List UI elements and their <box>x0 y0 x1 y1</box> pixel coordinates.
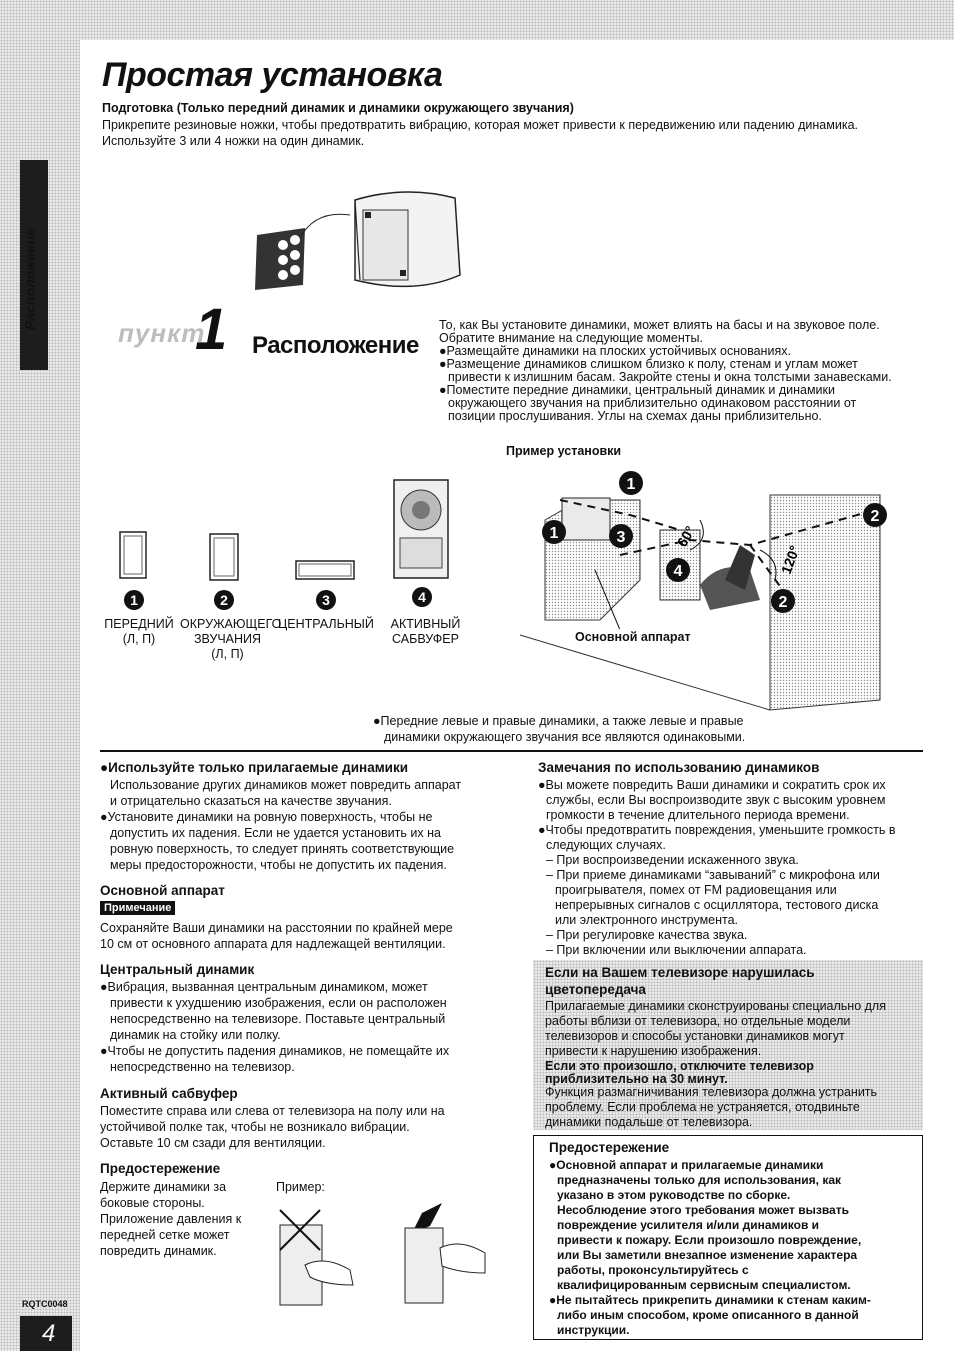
usage-note-3: громкости в течение длительного периода времени. <box>546 808 850 822</box>
right-caution-11: либо иным способом, кроме описанного в данной <box>557 1308 859 1322</box>
center-text-4: динамик на стойку или полку. <box>110 1028 281 1042</box>
top-pattern-band <box>0 0 954 40</box>
wrong-handling-illustration <box>275 1205 365 1310</box>
diagram-marker-1-front-right-label: 1 <box>626 476 636 493</box>
center-text-2: привести к ухудшению изображения, если он расположен <box>110 996 447 1010</box>
right-caution-9: квалифицированным сервисным специалистом. <box>557 1278 851 1292</box>
usage-note-4: ●Чтобы предотвратить повреждения, уменьшите громкость в <box>538 823 896 837</box>
right-caution-8: работы, проконсультируйтесь с <box>557 1263 749 1277</box>
prep-text-2: Используйте 3 или 4 ножки на один динамик. <box>102 134 365 148</box>
side-tab-label: Расположение <box>22 228 38 330</box>
step-label: пункт <box>118 318 206 348</box>
diagram-marker-1-front-left-label: 1 <box>549 525 559 542</box>
prep-heading: Подготовка (Только передний динамик и динамики окружающего звучания) <box>102 101 574 115</box>
install-text-3: ровную поверхность, то следует принять соответствующие <box>110 842 455 856</box>
center-text-3: непосредственно на телевизоре. Поставьте центральный <box>110 1012 446 1026</box>
left-caution-heading: Предостережение <box>100 1161 221 1176</box>
center-text-5: ●Чтобы не допустить падения динамиков, не помещайте их <box>100 1044 450 1058</box>
right-caution-4: Несоблюдение этого требования может вызвать <box>557 1203 849 1217</box>
rubber-feet-illustration <box>255 180 470 300</box>
speaker-label-line: ЗВУЧАНИЯ <box>193 632 262 646</box>
main-unit-heading: Основной аппарат <box>100 883 225 898</box>
usage-note-11: – При регулировке качества звука. <box>546 928 748 942</box>
install-text-1: ●Установите динамики на ровную поверхность, чтобы не <box>100 810 433 824</box>
center-speaker-icon <box>295 560 355 582</box>
right-caution-heading: Предостережение <box>549 1140 670 1155</box>
speaker-number-1: 1 <box>124 590 144 610</box>
document-code: RQTC0048 <box>22 1299 68 1309</box>
usage-note-1: ●Вы можете повредить Ваши динамики и сократить срок их <box>538 778 886 792</box>
usage-note-7: – При приеме динамиками “завываний” с микрофона или <box>546 868 880 882</box>
left-caution-text-5: повредить динамик. <box>100 1244 217 1258</box>
right-caution-12: инструкции. <box>557 1323 630 1337</box>
usage-note-8: проигрывателя, помех от FM радиовещания или <box>555 883 837 897</box>
install-text-4: меры предосторожности, чтобы не допустить их падения. <box>110 858 447 872</box>
page-number: 4 <box>20 1316 72 1351</box>
center-text-1: ●Вибрация, вызванная центральным динамиком, может <box>100 980 428 994</box>
note-label: Примечание <box>100 901 175 915</box>
subwoofer-text-2: устойчивой полке так, чтобы не возникало вибрации. <box>100 1120 410 1134</box>
right-caution-5: повреждение усилителя и/или динамиков и <box>557 1218 820 1232</box>
step-intro-2: Обратите внимание на следующие моменты. <box>439 331 703 345</box>
tv-text-4: привести к нарушению изображения. <box>545 1044 762 1058</box>
diagram-title: Пример установки <box>506 444 622 458</box>
diagram-note-2: динамики окружающего звучания все являются одинаковыми. <box>384 730 746 744</box>
step-bullet-3a: ●Поместите передние динамики, центральный динамик и динамики <box>439 383 835 397</box>
step-bullet-3c: позиции прослушивания. Углы на схемах даны приблизительно. <box>448 409 822 423</box>
right-caution-10: ●Не пытайтесь прикрепить динамики к стенам каким- <box>549 1293 871 1307</box>
diagram-marker-2-right-label: 2 <box>870 508 880 525</box>
usage-notes-heading: Замечания по использованию динамиков <box>538 760 820 775</box>
left-caution-text-1: Держите динамики за <box>100 1180 227 1194</box>
left-caution-text-2: боковые стороны. <box>100 1196 205 1210</box>
angle-60-label: 60° <box>673 523 699 550</box>
step-number: 1 <box>195 297 228 362</box>
diagram-main-unit-label: Основной аппарат <box>575 630 691 644</box>
page-title: Простая установка <box>102 56 443 94</box>
tv-text-1: Прилагаемые динамики сконструированы специально для <box>545 999 886 1013</box>
step-bullet-1: ●Размещайте динамики на плоских устойчивых основаниях. <box>439 344 791 358</box>
tv-heading-1: Если на Вашем телевизоре нарушилась <box>545 965 815 980</box>
usage-note-10: или электронного инструмента. <box>555 913 739 927</box>
angle-120-label: 120° <box>777 543 803 577</box>
use-supplied-text-1: Использование других динамиков может повредить аппарат <box>110 778 462 792</box>
right-caution-2: предназначены только для использования, как <box>557 1173 842 1187</box>
speaker-number-3: 3 <box>316 590 336 610</box>
left-caution-text-4: передней сетке может <box>100 1228 230 1242</box>
diagram-marker-3-label: 3 <box>616 529 626 546</box>
left-caution-text-3: Приложение давления к <box>100 1212 242 1226</box>
step-bullet-2b: привести к излишним басам. Закройте стены и окна толстыми занавесками. <box>448 370 892 384</box>
subwoofer-text-3: Оставьте 10 см сзади для вентиляции. <box>100 1136 326 1150</box>
usage-note-9: непрерывных сигналов с осциллятора, тестового диска <box>555 898 879 912</box>
section-divider <box>100 750 923 752</box>
tv-text-9: динамики подальше от телевизора. <box>545 1115 753 1129</box>
diagram-marker-4-label: 4 <box>673 563 683 580</box>
right-caution-6: привести к пожару. Если произошло повреждение, <box>557 1233 862 1247</box>
tv-heading-2: цветопередача <box>545 982 646 997</box>
right-caution-7: или Вы заметили внезапное изменение характера <box>557 1248 858 1262</box>
usage-note-2: службы, если Вы воспроизводите звук с высоким уровнем <box>546 793 886 807</box>
speaker-label-line: ЦЕНТРАЛЬНЫЙ <box>278 617 374 631</box>
speaker-number-2: 2 <box>214 590 234 610</box>
use-supplied-text-2: и отрицательно сказаться на качестве звучания. <box>110 794 392 808</box>
correct-handling-illustration <box>400 1198 495 1308</box>
speaker-number-4: 4 <box>412 587 432 607</box>
prep-text-1: Прикрепите резиновые ножки, чтобы предотвратить вибрацию, которая может привести к передвижению или падению динамика. <box>102 118 858 132</box>
use-supplied-heading: ●Используйте только прилагаемые динамики <box>100 760 409 775</box>
install-text-2: допустить их падения. Если не удается установить их на <box>110 826 441 840</box>
usage-note-5: следующих случаях. <box>546 838 666 852</box>
speaker-label-surround <box>180 617 282 662</box>
main-unit-text-2: 10 см от основного аппарата для надлежащей вентиляции. <box>100 937 446 951</box>
step-bullet-2a: ●Размещение динамиков слишком близко к полу, стенам и углам может <box>439 357 858 371</box>
tv-text-7: Функция размагничивания телевизора должна устранить <box>545 1085 878 1099</box>
right-caution-3: указано в этом руководстве по сборке. <box>557 1188 791 1202</box>
room-layout-diagram <box>500 460 925 730</box>
front-speaker-icon <box>118 530 148 582</box>
tv-text-6: приблизительно на 30 минут. <box>545 1072 728 1086</box>
usage-note-12: – При включении или выключении аппарата. <box>546 943 807 957</box>
step-bullet-3b: окружающего звучания на приблизительно одинаковом расстоянии от <box>448 396 857 410</box>
surround-speaker-icon <box>208 532 240 582</box>
speaker-label-line: ПЕРЕДНИЙ <box>104 617 174 631</box>
tv-text-8: проблему. Если проблема не устраняется, отодвиньте <box>545 1100 860 1114</box>
step-title: Расположение <box>252 332 419 359</box>
right-caution-1: ●Основной аппарат и прилагаемые динамики <box>549 1158 824 1172</box>
tv-text-2: работы вблизи от телевизора, но отдельные модели <box>545 1014 851 1028</box>
usage-note-6: – При воспроизведении искаженного звука. <box>546 853 799 867</box>
diagram-note-1: ●Передние левые и правые динамики, а также левые и правые <box>373 714 744 728</box>
speaker-label-subwoofer <box>378 617 473 647</box>
subwoofer-icon <box>392 478 450 582</box>
center-speaker-heading: Центральный динамик <box>100 962 255 977</box>
tv-text-5: Если это произошло, отключите телевизор <box>545 1059 814 1073</box>
tv-text-3: телевизоров и способы установки динамиков могут <box>545 1029 845 1043</box>
speaker-label-line: ОКРУЖАЮЩЕГО <box>180 617 282 631</box>
speaker-label-front <box>94 617 184 647</box>
speaker-label-line: (Л, П) <box>211 647 244 661</box>
step-intro-1: То, как Вы установите динамики, может влиять на басы и на звуковое поле. <box>439 318 880 332</box>
subwoofer-heading: Активный сабвуфер <box>100 1086 238 1101</box>
diagram-marker-2-left-label: 2 <box>778 594 788 611</box>
example-label: Пример: <box>276 1180 325 1194</box>
main-unit-text-1: Сохраняйте Ваши динамики на расстоянии по крайней мере <box>100 921 453 935</box>
center-text-6: непосредственно на телевизор. <box>110 1060 295 1074</box>
speaker-label-line: САБВУФЕР <box>392 632 459 646</box>
speaker-label-line: АКТИВНЫЙ <box>390 617 461 631</box>
subwoofer-text-1: Поместите справа или слева от телевизора на полу или на <box>100 1104 445 1118</box>
speaker-label-center <box>278 617 373 632</box>
speaker-label-line: (Л, П) <box>122 632 156 646</box>
